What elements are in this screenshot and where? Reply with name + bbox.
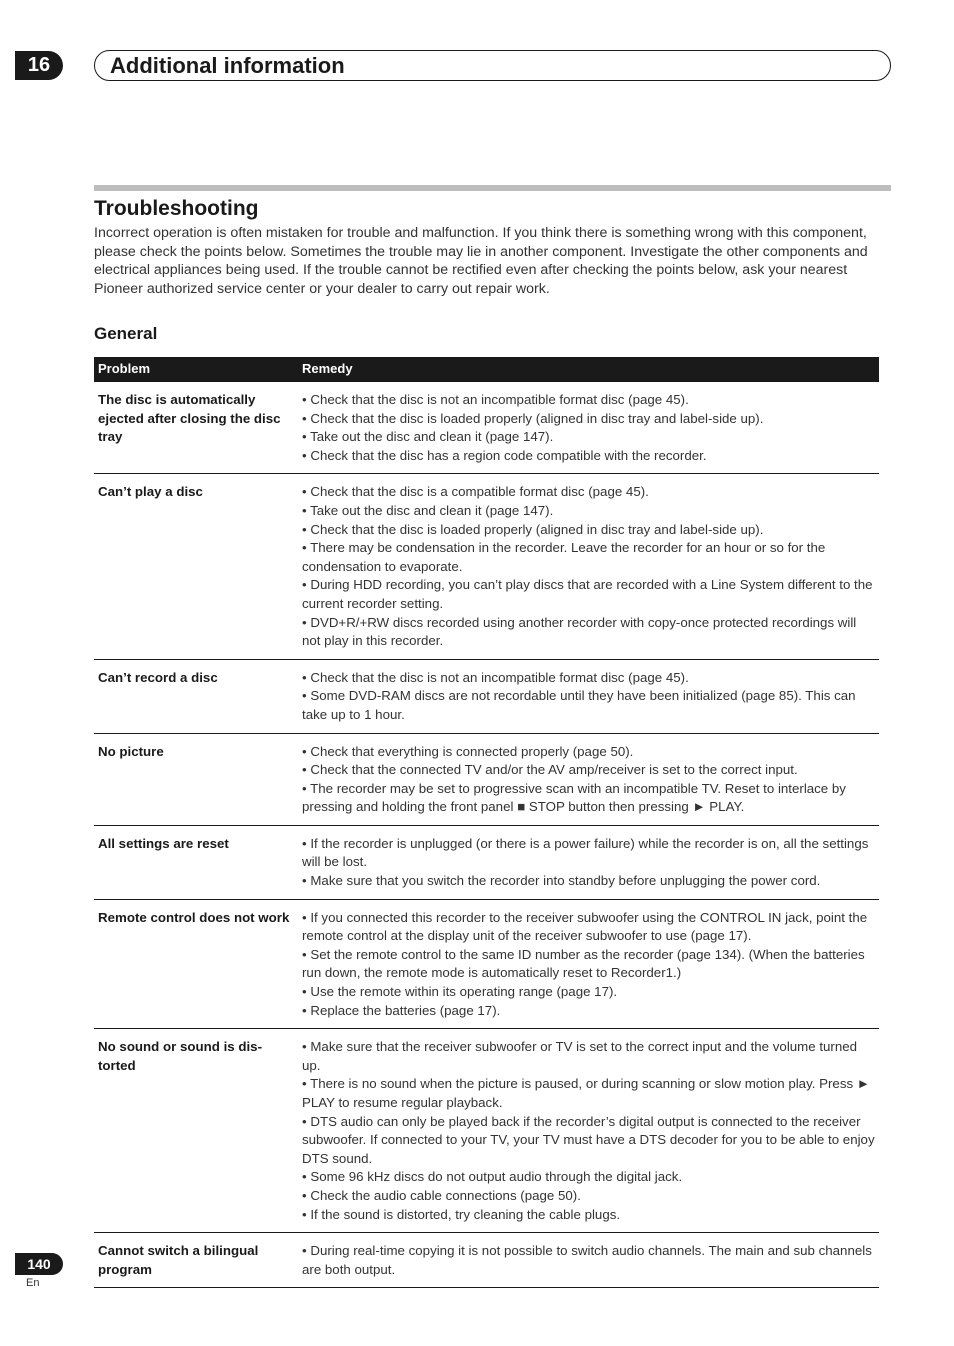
remedy-item: • Check that the disc is loaded properly (aligned in disc tray and label-side up). [302,410,764,426]
table-row [94,1233,879,1288]
remedy-item: • Use the remote within its operating range (page 17). [302,984,618,1000]
remedy-item: • During HDD recording, you can’t play discs that are recorded with a Line System different to the current recorder setting. [302,577,873,611]
problem-cell: Cannot switch a bilingual program [94,1233,298,1288]
remedy-item: • Set the remote control to the same ID number as the recorder (page 134). (When the batteries run down, the remote mode is automatically reset to Recorder1.) [302,946,865,981]
chapter-title: Additional information [110,53,345,78]
problem-cell: The disc is automatically ejected after closing the disc tray [94,382,298,474]
table-row [94,899,879,1029]
troubleshooting-table [94,357,879,1288]
page-language: En [26,1277,40,1289]
remedy-item: • DVD+R/+RW discs recorded using another recorder with copy-once protected recordings will not play in this recorder. [302,614,857,649]
remedy-item: • If the recorder is unplugged (or there is a power failure) while the recorder is on, all the settings will be lost. [302,835,869,870]
table-row [94,1029,879,1233]
problem-cell: No picture [94,733,298,825]
remedy-item: • There is no sound when the picture is paused, or during scanning or slow motion play. Press ► PLAY to resume regular playback. [302,1076,870,1110]
remedy-cell [298,1233,879,1288]
remedy-item: • If the sound is distorted, try cleaning the cable plugs. [302,1206,621,1222]
remedy-item: • Take out the disc and clean it (page 147). [302,429,554,445]
remedy-item: • Make sure that you switch the recorder into standby before unplugging the power cord. [302,873,821,889]
remedy-item: • Check that the disc is not an incompatible format disc (page 45). [302,392,689,407]
table-body [94,382,879,1288]
remedy-item: • If you connected this recorder to the receiver subwoofer using the CONTROL IN jack, point the remote control at the display unit of the receiver subwoofer to use (page 17). [302,909,868,944]
remedy-item: • Take out the disc and clean it (page 147). [302,502,554,518]
remedy-item: • During real-time copying it is not possible to switch audio channels. The main and sub channels are both output. [302,1243,872,1277]
remedy-item: • Check that the disc is not an incompatible format disc (page 45). [302,669,689,685]
table-row [94,474,879,659]
problem-cell: All settings are reset [94,825,298,899]
section-intro: Incorrect operation is often mistaken for trouble and malfunction. If you think there is something wrong with this component, please check the points below. Sometimes the trouble may lie in another component. Investigate the other components and electrical appliances being used. If the trouble cannot be rectified even after checking the points below, ask your nearest Pioneer authorized service center or your dealer to carry out repair work. [94,225,868,297]
remedy-cell [298,1029,879,1233]
column-header-problem: Problem [94,357,298,382]
remedy-item: • Check that the disc is a compatible format disc (page 45). [302,484,649,500]
remedy-item: • DTS audio can only be played back if the recorder’s digital output is connected to the receiver subwoofer. If connected to your TV, your TV must have a DTS decoder for you to be able to enjoy DTS sound. [302,1113,875,1166]
remedy-cell [298,899,879,1029]
problem-cell: No sound or sound is dis-torted [94,1029,298,1233]
remedy-item: • Some 96 kHz discs do not output audio through the digital jack. [302,1169,683,1185]
problem-cell: Can’t record a disc [94,659,298,733]
remedy-item: • The recorder may be set to progressive scan with an incompatible TV. Reset to interlace by pressing and holding the front panel ■ STOP button then pressing ► PLAY. [302,780,846,815]
table-row [94,659,879,733]
table-row [94,733,879,825]
remedy-item: • Check that the disc is loaded properly (aligned in disc tray and label-side up). [302,521,764,537]
remedy-cell [298,474,879,659]
remedy-item: • Check that the connected TV and/or the AV amp/receiver is set to the correct input. [302,762,798,778]
remedy-item: • Replace the batteries (page 17). [302,1002,501,1018]
remedy-item: • Some DVD-RAM discs are not recordable until they have been initialized (page 85). This can take up to 1 hour. [302,688,856,722]
column-header-remedy: Remedy [298,357,879,382]
section-title: Troubleshooting [94,197,259,220]
problem-cell: Can’t play a disc [94,474,298,659]
remedy-item: • Check the audio cable connections (page 50). [302,1187,581,1203]
remedy-item: • Check that the disc has a region code compatible with the recorder. [302,447,707,463]
page-number: 140 [15,1253,63,1275]
remedy-item: • Check that everything is connected properly (page 50). [302,743,634,759]
table-row [94,382,879,474]
subsection-title: General [94,324,158,343]
chapter-header-bar [94,50,891,81]
remedy-cell [298,659,879,733]
remedy-cell [298,733,879,825]
section-divider [94,185,891,191]
remedy-cell [298,382,879,474]
table-header-row [94,357,879,382]
remedy-cell [298,825,879,899]
chapter-number-badge: 16 [15,51,63,80]
problem-cell: Remote control does not work [94,899,298,1029]
remedy-item: • There may be condensation in the recorder. Leave the recorder for an hour or so for the condensation to evaporate. [302,540,826,574]
remedy-item: • Make sure that the receiver subwoofer or TV is set to the correct input and the volume turned up. [302,1039,858,1073]
table-row [94,825,879,899]
